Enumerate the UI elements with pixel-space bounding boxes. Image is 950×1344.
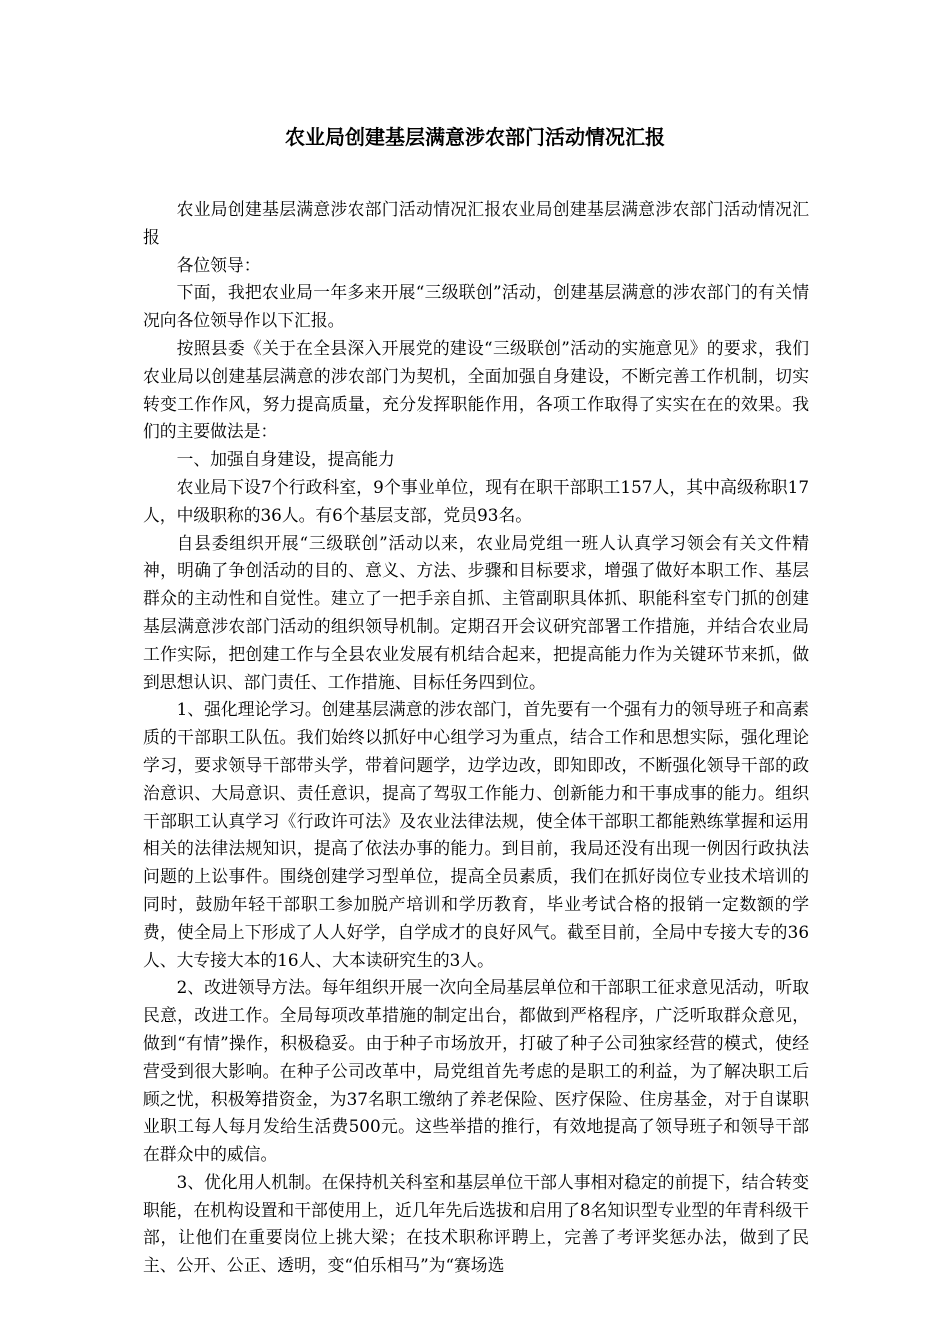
paragraph-personnel-mechanism: 3、优化用人机制。在保持机关科室和基层单位干部人事相对稳定的前提下，结合转变职能，在机构设置和干部使用上，近几年先后选拔和启用了8名知识型专业型的年青科级干部，让他们在重要岗位上挑大梁；在技术职称评聘上，完善了考评奖惩办法，做到了民主、公开、公正、透明，变“伯乐相马”为“赛场选 [143, 1171, 809, 1276]
section-heading-1: 一、加强自身建设，提高能力 [176, 449, 395, 470]
document-body [143, 196, 809, 1280]
paragraph-opening: 下面，我把农业局一年多来开展“三级联创”活动，创建基层满意的涉农部门的有关情况向各位领导作以下汇报。 [143, 282, 809, 331]
document-title: 农业局创建基层满意涉农部门活动情况汇报 [285, 125, 665, 149]
paragraph-staff-stats: 农业局下设7个行政科室，9个事业单位，现有在职干部职工157人，其中高级称职17人，中级职称的36人。有6个基层支部，党员93名。 [143, 476, 809, 525]
paragraph-leadership-method: 2、改进领导方法。每年组织开展一次向全局基层单位和干部职工征求意见活动，听取民意，改进工作。全局每项改革措施的制定出台，都做到严格程序，广泛听取群众意见，做到“有情”操作，积极稳妥。由于种子市场放开，打破了种子公司独家经营的模式，使经营受到很大影响。在种子公司改革中，局党组首先考虑的是职工的利益，为了解决职工后顾之忧，积极筹措资金，为37名职工缴纳了养老保险、医疗保险、住房基金，对于自谋职业职工每人每月发给生活费500元。这些举措的推行，有效地提高了领导班子和领导干部在群众中的威信。 [143, 977, 809, 1165]
paragraph-salutation: 各位领导： [176, 254, 261, 275]
paragraph-background: 按照县委《关于在全县深入开展党的建设“三级联创”活动的实施意见》的要求，我们农业局以创建基层满意的涉农部门为契机，全面加强自身建设，不断完善工作机制，切实转变工作作风，努力提高质量，充分发挥职能作用，各项工作取得了实实在在的效果。我们的主要做法是： [143, 337, 809, 442]
paragraph-theory-study: 1、强化理论学习。创建基层满意的涉农部门，首先要有一个强有力的领导班子和高素质的干部职工队伍。我们始终以抓好中心组学习为重点，结合工作和思想实际，强化理论学习，要求领导干部带头学，带着问题学，边学边改，即知即改，不断强化领导干部的政治意识、大局意识、责任意识，提高了驾驭工作能力、创新能力和干事成事的能力。组织干部职工认真学习《行政许可法》及农业法律法规，使全体干部职工都能熟练掌握和运用相关的法律法规知识，提高了依法办事的能力。到目前，我局还没有出现一例因行政执法问题的上讼事件。围绕创建学习型单位，提高全员素质，我们在抓好岗位专业技术培训的同时，鼓励年轻干部职工参加脱产培训和学历教育，毕业考试合格的报销一定数额的学费，使全局上下形成了人人好学，自学成才的良好风气。截至目前，全局中专接大专的36人、大专接大本的16人、大本读研究生的3人。 [143, 699, 809, 970]
paragraph-organization: 自县委组织开展“三级联创”活动以来，农业局党组一班人认真学习领会有关文件精神，明确了争创活动的目的、意义、方法、步骤和目标要求，增强了做好本职工作、基层群众的主动性和自觉性。建立了一把手亲自抓、主管副职具体抓、职能科室专门抓的创建基层满意涉农部门活动的组织领导机制。定期召开会议研究部署工作措施，并结合农业局工作实际，把创建工作与全县农业发展有机结合起来，把提高能力作为关键环节来抓，做到思想认识、部门责任、工作措施、目标任务四到位。 [143, 532, 809, 692]
paragraph-intro: 农业局创建基层满意涉农部门活动情况汇报农业局创建基层满意涉农部门活动情况汇报 [143, 199, 809, 247]
